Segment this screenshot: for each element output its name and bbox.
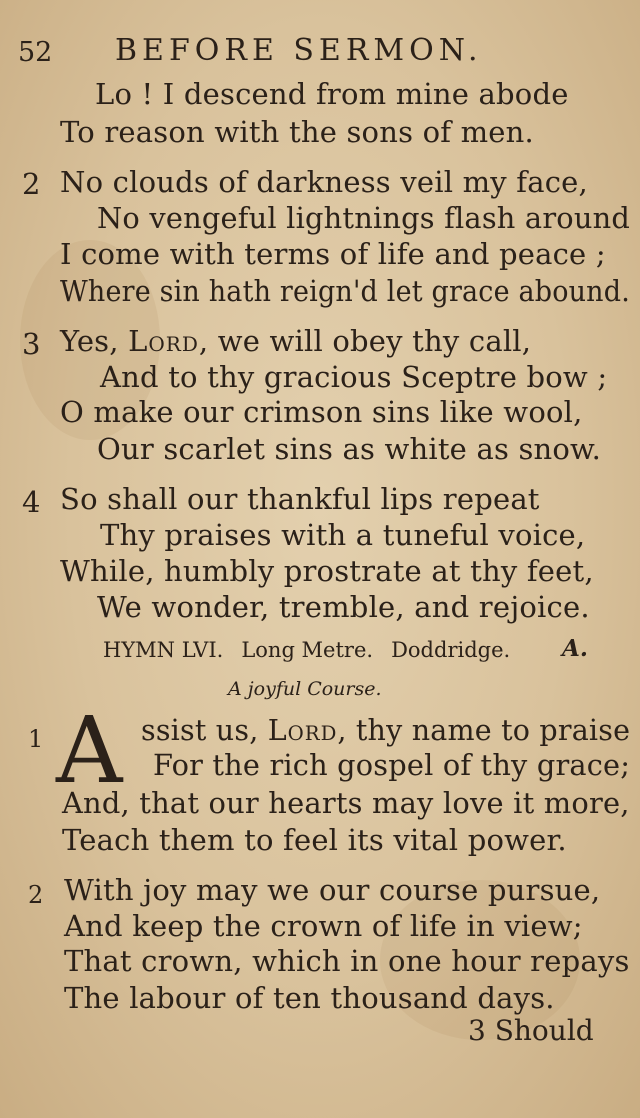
verse-line: While, humbly prostrate at thy feet, xyxy=(60,554,594,588)
verse-line: No vengeful lightnings flash around xyxy=(97,201,631,235)
verse-line: The labour of ten thousand days. xyxy=(64,981,555,1015)
verse-line: So shall our thankful lips repeat xyxy=(60,482,540,516)
lord-smallcaps: Lord xyxy=(267,713,338,747)
stanza-number: 2 xyxy=(28,881,44,909)
catchword: 3 Should xyxy=(468,1014,594,1047)
verse-line: ssist us, Lord, thy name to praise xyxy=(141,713,631,747)
stanza-number: 3 xyxy=(22,327,41,361)
verse-line: Thy praises with a tuneful voice, xyxy=(100,518,586,552)
verse-line: Lo ! I descend from mine abode xyxy=(95,77,569,111)
lord-smallcaps: Lord xyxy=(128,324,199,358)
verse-line: For the rich gospel of thy grace; xyxy=(153,748,631,782)
drop-cap: A xyxy=(56,697,123,804)
hymn-author: Doddridge. xyxy=(391,638,511,662)
running-head: BEFORE SERMON. xyxy=(115,33,483,68)
verse-line: With joy may we our course pursue, xyxy=(64,873,601,907)
stanza-number: 2 xyxy=(22,167,41,201)
verse-line: And, that our hearts may love it more, xyxy=(62,786,630,820)
stanza-number: 4 xyxy=(22,485,41,519)
verse-line: Yes, Lord, we will obey thy call, xyxy=(60,324,532,358)
verse-line: Our scarlet sins as white as snow. xyxy=(97,432,602,466)
hymn-subtitle: A joyful Course. xyxy=(228,678,382,700)
verse-line: To reason with the sons of men. xyxy=(60,115,534,149)
verse-line: O make our crimson sins like wool, xyxy=(60,395,583,429)
page-number: 52 xyxy=(18,37,53,68)
hymn-title: HYMN LVI. xyxy=(103,638,224,662)
hymn-key: A. xyxy=(562,635,588,662)
verse-line: And to thy gracious Sceptre bow ; xyxy=(100,360,608,394)
verse-line: That crown, which in one hour repays xyxy=(64,944,630,978)
verse-line: And keep the crown of life in view; xyxy=(64,909,583,943)
hymn-metre: Long Metre. xyxy=(241,638,374,662)
verse-line: We wonder, tremble, and rejoice. xyxy=(97,590,590,624)
verse-line: No clouds of darkness veil my face, xyxy=(60,165,588,199)
verse-line: I come with terms of life and peace ; xyxy=(60,237,606,271)
hymn-heading xyxy=(103,638,528,662)
verse-line: Teach them to feel its vital power. xyxy=(62,823,567,857)
stanza-number: 1 xyxy=(28,725,44,753)
verse-line: Where sin hath reign'd let grace abound. xyxy=(60,274,630,308)
